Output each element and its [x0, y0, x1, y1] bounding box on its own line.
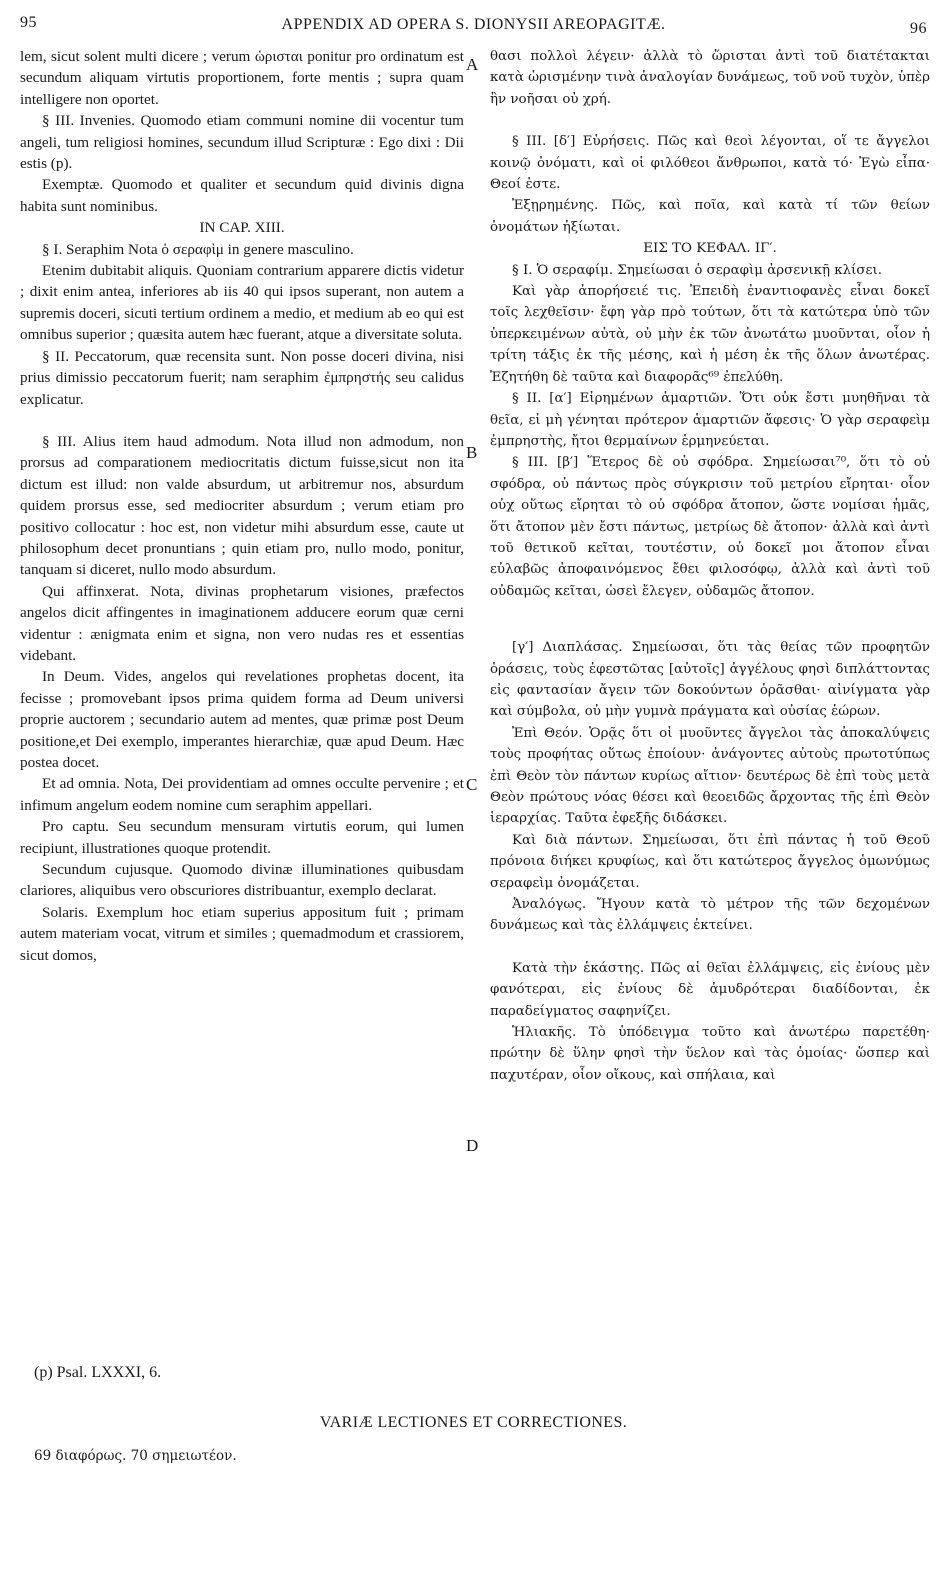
- latin-para: § III. Alius item haud admodum. Nota illud non admodum, non prorsus ad comparationem mediocritatis dictum fuisse,sicut non ita dictum est illud: non valde absurdum, ut arbitremur nos, absurdum quidem prorsus esse, sed mediocriter absurdum ; verum etiam pro positivo collocatur : hoc est, non videtur mihi absurdum esse, caute ut philosophum decet pronuntians ; quin etiam pro, nullo modo, ponitur, tanquam si diceret, nullo modo absurdum.: [20, 432, 464, 579]
- latin-para: Secundum cujusque. Quomodo divinæ illuminationes quibusdam clariores, aliquibus vero obscuriores distribuantur, exemplo declarat.: [20, 861, 464, 900]
- page-header: [20, 14, 927, 40]
- margin-letter-d: D: [466, 1136, 479, 1155]
- latin-para: In Deum. Vides, angelos qui revelationes prophetas docent, ita fecisse ; promovebant ipsos prima quidem forma ad Deum universi proprie auctorem ; secundario autem ad mentes, quæ primæ post Deum positione,et Dei exemplo, imperantes hierarchiæ, quæ apud Deum. Hæc postea docet.: [20, 668, 464, 771]
- greek-para: § II. [α′] Εἰρημένων ἁμαρτιῶν. Ὅτι οὐκ ἔστι μυηθῆναι τὰ θεῖα, εἰ μὴ γένηται πρότερον ἁμαρτιῶν ἄφεσις· Ὁ γὰρ σεραφεὶμ ἐμπρηστὴς, ἤτοι θερμαίνων ἑρμηνεύεται.: [490, 391, 930, 449]
- greek-para: [γ′] Διαπλάσας. Σημείωσαι, ὅτι τὰς θείας τῶν προφητῶν ὁράσεις, τοὺς ἐφεστῶτας [αὐτοῖς] ἀγγέλους φησὶ διπλάττοντας εἰς φαντασίαν ἄγειν τῶν δοκούντων ὁρᾶσθαι· αἰνίγματα γὰρ καὶ σύμβολα, οὐ μὴν γυμνὰ πράγματα καὶ οὐσίας ἑώρων.: [490, 640, 930, 720]
- latin-para: Etenim dubitabit aliquis. Quoniam contrarium apparere dictis videtur ; dixit enim antea, inferiores ab iis 40 qui ipsos superant, non autem a supremis doceri, sicuti tertium ordinem a medio, et medium ab eo qui est omnibus superior ; quæsita autem hæc fuerant, atque a diversitate soluta.: [20, 262, 464, 344]
- greek-para: Ἡλιακῆς. Τὸ ὑπόδειγμα τοῦτο καὶ ἀνωτέρω παρετέθη· πρώτην δὲ ὕλην φησὶ τὴν ὕελον καὶ τὰς ὁμοίας· ὥσπερ καὶ παχυτέραν, οἷον οἴκους, καὶ σπήλαια, καὶ: [490, 1025, 930, 1083]
- chapter-heading-latin: IN CAP. XIII.: [199, 219, 285, 237]
- greek-para: Καὶ διὰ πάντων. Σημείωσαι, ὅτι ἐπὶ πάντας ἡ τοῦ Θεοῦ πρόνοια διήκει κρυφίως, καὶ ὅτι κατώτερος ἄγγελος ὁμωνύμως σεραφεὶμ ὀνομάζεται.: [490, 832, 930, 891]
- page-number-left: 95: [20, 14, 37, 31]
- greek-para: θασι πολλοὶ λέγειν· ἀλλὰ τὸ ὥρισται ἀντὶ τοῦ διατέτακται κατὰ ὡρισμένην τινὰ ἀναλογίαν δυνάμεως, τοῦ νοῦ τυχὸν, ὑπὲρ ἣν νοῆσαι οὐ χρή.: [490, 49, 930, 107]
- margin-letter-a: A: [466, 55, 479, 74]
- margin-letter-b: B: [466, 443, 478, 462]
- latin-para: § III. Invenies. Quomodo etiam communi nomine dii vocentur tum angeli, tum religiosi homines, secundum illud Scripturæ : Ego dixi : Dii estis (p).: [20, 112, 464, 173]
- latin-column: [20, 46, 464, 966]
- latin-para: § II. Peccatorum, quæ recensita sunt. Non posse doceri divina, nisi prius dimissio peccatorum fuerit; nam seraphim ἐμπρηστής seu calidus explicatur.: [20, 347, 464, 408]
- greek-para: Ἐξῃρημένης. Πῶς, καὶ ποῖα, καὶ κατὰ τί τῶν θείων ὀνομάτων ἠξίωται.: [490, 198, 930, 235]
- latin-para: Qui affinxerat. Nota, divinas prophetarum visiones, præfectos angelos dicit affingentes in imaginationem adducere eorum quæ cerni videntur : ænigmata enim et signa, non vero nudas res et essentias videbant.: [20, 582, 464, 664]
- latin-para: Pro captu. Seu secundum mensuram virtutis eorum, qui lumen recipiunt, illustrationes quoque protendit.: [20, 818, 464, 857]
- variae-notes: 69 διαφόρως. 70 σημειωτέον.: [34, 1448, 237, 1464]
- greek-para: Ἀναλόγως. Ἤγουν κατὰ τὸ μέτρον τῆς τῶν δεχομένων δυνάμεως καὶ τὰς ἐλλάμψεις ἐκτείνει.: [490, 897, 930, 934]
- margin-letter-c: C: [466, 775, 478, 794]
- page-number-right: 96: [910, 20, 927, 37]
- greek-column: [490, 46, 930, 1086]
- latin-para: lem, sicut solent multi dicere ; verum ὡρισται ponitur pro ordinatum est secundum aliquam virtutis proportionem, forte mentis ; supra quam intelligere non oportet.: [20, 48, 464, 108]
- greek-para: Ἐπὶ Θεόν. Ὁρᾷς ὅτι οἱ μυοῦντες ἄγγελοι τὰς ἀποκαλύψεις τοὺς προφήτας οὕτως ἐποίουν· ἀνάγοντες αὐτοὺς πρωτοτύπως ἐπὶ Θεὸν τὸν πάντων κυρίως αἴτιον· δευτέρως δὲ ἐπὶ τοὺς μετὰ Θεὸν πρώτους νόας θέσει καὶ θεοειδῶς ἄρχοντας τῆς ἐπὶ Θεὸν ἱεραρχίας. Ταῦτα ἐφεξῆς διδάσκει.: [490, 725, 930, 827]
- latin-para: Et ad omnia. Nota, Dei providentiam ad omnes occulte pervenire ; et infimum angelum eodem nomine cum seraphim appellari.: [20, 775, 464, 814]
- greek-para: Κατὰ τὴν ἑκάστης. Πῶς αἱ θεῖαι ἐλλάμψεις, εἰς ἐνίους μὲν φανότεραι, εἰς ἐνίους δὲ ἀμυδρότεραι διαδίδονται, ἐκ παραδείγματος σαφηνίζει.: [490, 960, 930, 1019]
- running-title: APPENDIX AD OPERA S. DIONYSII AREOPAGITÆ.: [281, 16, 666, 33]
- greek-para: Καὶ γὰρ ἀπορήσειέ τις. Ἐπειδὴ ἐναντιοφανὲς εἶναι δοκεῖ τοῖς λεχθεῖσιν· ἔφη γὰρ πρὸ τούτων, ὅτι τὰ κατώτερα ὑπὸ τῶν ὑπερκειμένων αὐτὰ, οὐ μὴν ἐκ τῶν ἀνωτάτω μυοῦνται, οἷον ἡ τρίτη τάξις ἐκ τῆς μέσης, καὶ ἡ μέση ἐκ τῆς ὅλων ἀνωτέρας. Ἐζητήθη δὲ ταῦτα καὶ διαφορᾶς⁶⁹ ἐπελύθη.: [490, 284, 930, 385]
- greek-para: § I. Ὁ σεραφίμ. Σημείωσαι ὁ σεραφὶμ ἀρσενικῇ κλίσει.: [512, 262, 882, 278]
- footnote: (p) Psal. LXXXI, 6.: [34, 1364, 162, 1381]
- latin-para: Solaris. Exemplum hoc etiam superius appositum fuit ; primam autem materiam vocat, vitrum et similes ; quemadmodum et crassiorem, sicut domos,: [20, 903, 464, 964]
- latin-para: Exemptæ. Quomodo et qualiter et secundum quid divinis digna habita sunt nominibus.: [20, 176, 464, 215]
- latin-para: § I. Seraphim Nota ὁ σεραφὶμ in genere masculino.: [42, 240, 354, 258]
- greek-para: § III. [β′] Ἕτερος δὲ οὐ σφόδρα. Σημείωσαι⁷⁰, ὅτι τὸ οὐ σφόδρα, οὐ πάντως πρὸς σύγκρισιν τοῦ μετρίου εἴρηται· οἷον οὐχ οὕτως εἴρηται τὸ οὐ σφόδρα ἄτοπον, ὥστε νομίσαι ἡμᾶς, ὅτι ἄτοπον μὲν ἔστι πάντως, μετρίως δὲ ἄτοπον· ἀλλὰ καὶ ἀντὶ τοῦ θετικοῦ κεῖται, τουτέστιν, οὐ δοκεῖ μοι ἄτοπον εἶναι εὐλαβῶς ἀποφαινόμενος ἔθει φιλοσόφῳ, ἀλλὰ καὶ ἀντὶ τοῦ οὐδαμῶς κεῖται, ὡσεὶ ἔλεγεν, οὐδαμῶς ἄτοπον.: [490, 455, 930, 599]
- chapter-heading-greek: ΕΙΣ ΤΟ ΚΕΦΑΛ. ΙΓ′.: [643, 241, 777, 257]
- greek-para: § III. [δ′] Εὑρήσεις. Πῶς καὶ θεοὶ λέγονται, οἵ τε ἄγγελοι κοινῷ ὀνόματι, καὶ οἱ φιλόθεοι ἄνθρωποι, κατὰ τό· Ἐγὼ εἶπα· Θεοί ἐστε.: [490, 134, 930, 193]
- variae-heading: VARIÆ LECTIONES ET CORRECTIONES.: [319, 1414, 628, 1431]
